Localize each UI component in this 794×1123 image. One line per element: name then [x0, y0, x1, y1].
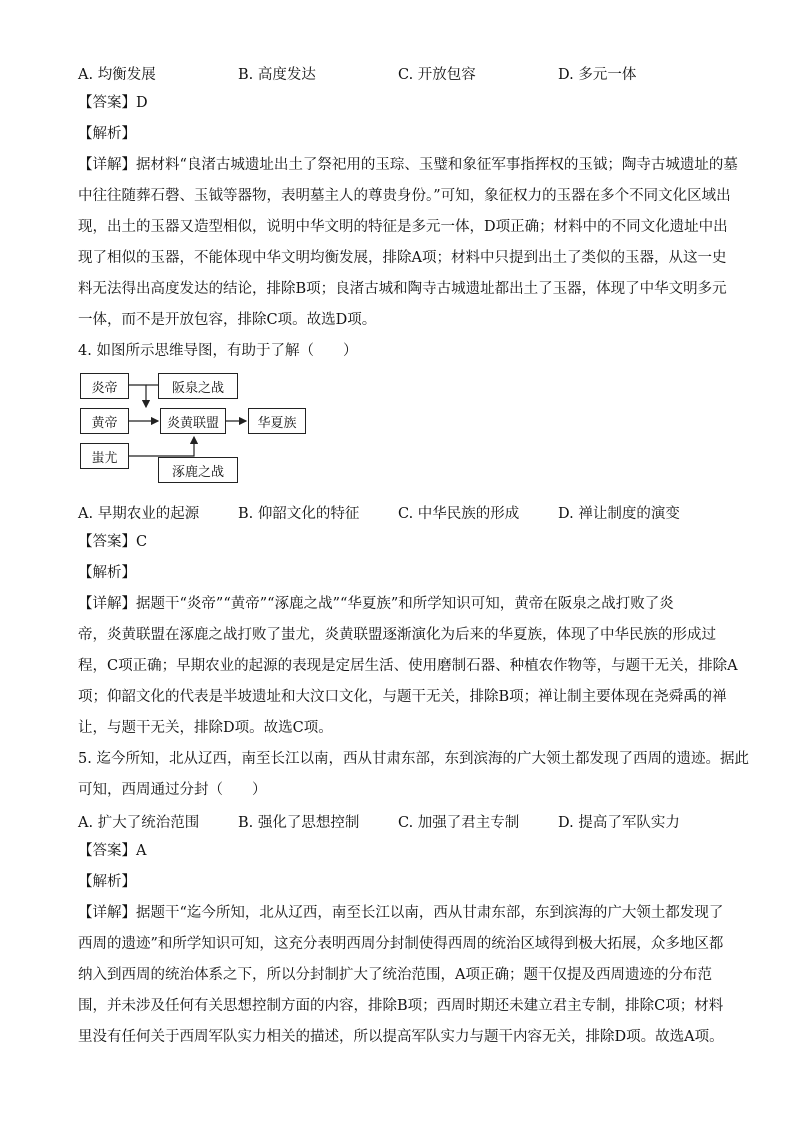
q3-detail-line: 料无法得出高度发达的结论，排除B项；良渚古城和陶寺古城遗址都出土了玉器，体现了中华文明多元	[78, 281, 727, 297]
q5-option-a: A. 扩大了统治范围	[78, 814, 200, 831]
node-huaxia: 华夏族	[248, 408, 306, 434]
q4-detail-line: 【详解】据题干“炎帝”“黄帝”“涿鹿之战”“华夏族”和所学知识可知，黄帝在阪泉之战打败了炎	[78, 596, 674, 612]
node-huangdi: 黄帝	[80, 408, 129, 434]
q3-option-d: D. 多元一体	[558, 66, 637, 83]
q3-detail	[78, 150, 738, 336]
q3-detail-line: 现，出土的玉器又造型相似，说明中华文明的特征是多元一体，D项正确；材料中的不同文化遗址中出	[78, 219, 728, 235]
q3-options	[78, 58, 718, 88]
node-yandi: 炎帝	[80, 373, 129, 399]
q4-stem: 4. 如图所示思维导图，有助于了解（ ）	[78, 343, 358, 359]
q5-option-c: C. 加强了君主专制	[398, 814, 520, 831]
q5-option-d: D. 提高了军队实力	[558, 814, 680, 831]
q5-detail-line: 西周的遗迹”和所学知识可知，这充分表明西周分封制使得西周的统治区域得到极大拓展，众多地区都	[78, 936, 724, 952]
node-banquan-battle: 阪泉之战	[158, 373, 238, 399]
node-yanhuang-alliance: 炎黄联盟	[160, 408, 226, 434]
q3-detail-line: 【详解】据材料“良渚古城遗址出土了祭祀用的玉琮、玉璧和象征军事指挥权的玉钺；陶寺古城遗址的墓	[78, 157, 738, 173]
q4-mind-map	[78, 371, 718, 489]
q3-option-b: B. 高度发达	[238, 66, 316, 83]
q4-detail-line: 帝，炎黄联盟在涿鹿之战打败了蚩尤，炎黄联盟逐渐演化为后来的华夏族，体现了中华民族的形成过	[78, 627, 716, 643]
q3-answer: 【答案】D	[78, 95, 148, 111]
q5-options	[78, 806, 718, 836]
q4-answer: 【答案】C	[78, 534, 148, 550]
q5-stem-line: 5. 迄今所知，北从辽西，南至长江以南，西从甘肃东部，东到滨海的广大领土都发现了西周的遗迹。据此	[78, 751, 749, 767]
q5-detail-line: 纳入到西周的统治体系之下，所以分封制扩大了统治范围，A项正确；题干仅提及西周遗迹的分布范	[78, 967, 712, 983]
q5-analysis-label: 【解析】	[78, 874, 136, 890]
q4-detail-line: 程，C项正确；早期农业的起源的表现是定居生活、使用磨制石器、种植农作物等，与题干无关，排除A	[78, 658, 738, 674]
q5-detail-line: 里没有任何关于西周军队实力相关的描述，所以提高军队实力与题干内容无关，排除D项。故选A项。	[78, 1029, 724, 1045]
q3-analysis-label: 【解析】	[78, 126, 136, 142]
node-zhuolu-battle: 涿鹿之战	[158, 457, 238, 483]
q4-detail-line: 让，与题干无关，排除D项。故选C项。	[78, 720, 333, 736]
q4-analysis-label: 【解析】	[78, 565, 136, 581]
q4-options	[78, 497, 718, 527]
q5-option-b: B. 强化了思想控制	[238, 814, 360, 831]
q3-detail-line: 中往往随葬石磬、玉钺等器物，表明墓主人的尊贵身份。”可知，象征权力的玉器在多个不同文化区域出	[78, 188, 731, 204]
q4-detail-line: 项；仰韶文化的代表是半坡遗址和大汶口文化，与题干无关，排除B项；禅让制主要体现在尧舜禹的禅	[78, 689, 727, 705]
q5-detail-line: 【详解】据题干“迄今所知，北从辽西，南至长江以南，西从甘肃东部，东到滨海的广大领土都发现了	[78, 905, 724, 921]
q5-stem-line: 可知，西周通过分封（ ）	[78, 782, 267, 798]
q3-detail-line: 现了相似的玉器，不能体现中华文明均衡发展，排除A项；材料中只提到出土了类似的玉器，从这一史	[78, 250, 727, 266]
document-page	[78, 58, 749, 1053]
q3-detail-line: 一体，而不是开放包容，排除C项。故选D项。	[78, 312, 377, 328]
q3-option-a: A. 均衡发展	[78, 66, 156, 83]
q5-answer: 【答案】A	[78, 843, 147, 859]
q4-option-b: B. 仰韶文化的特征	[238, 505, 360, 522]
q5-detail-line: 围，并未涉及任何有关思想控制方面的内容，排除B项；西周时期还未建立君主专制，排除C项；材料	[78, 998, 724, 1014]
q4-option-d: D. 禅让制度的演变	[558, 505, 680, 522]
q5-detail	[78, 898, 724, 1053]
q4-detail	[78, 589, 738, 744]
q4-option-a: A. 早期农业的起源	[78, 505, 200, 522]
q4-option-c: C. 中华民族的形成	[398, 505, 520, 522]
node-chiyou: 蚩尤	[80, 443, 129, 469]
q5-stem	[78, 744, 749, 806]
q3-option-c: C. 开放包容	[398, 66, 476, 83]
